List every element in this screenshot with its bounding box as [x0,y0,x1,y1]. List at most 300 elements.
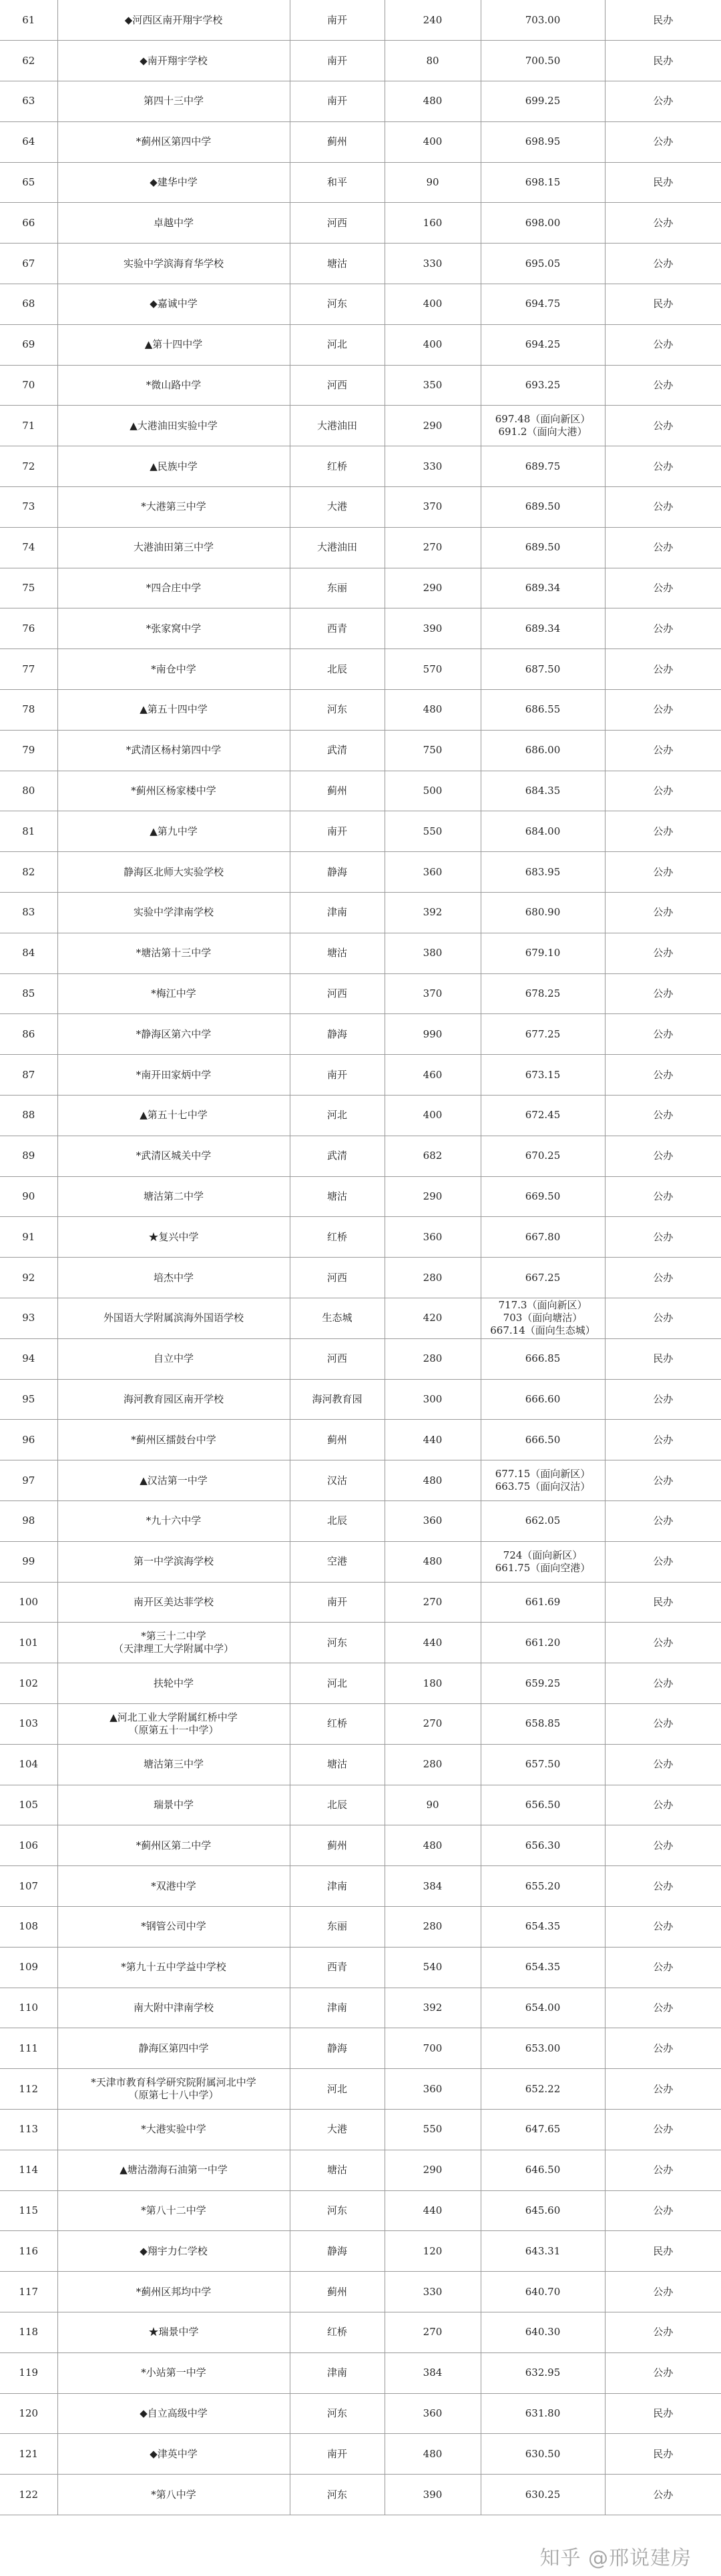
quota-cell: 360 [385,2393,481,2434]
score-cell: 680.90 [481,893,605,933]
district-cell: 河西 [290,1338,385,1379]
score-cell: 656.30 [481,1825,605,1866]
score-cell: 667.80 [481,1217,605,1258]
school-name-cell: *武清区城关中学 [57,1136,290,1176]
school-type-cell: 公办 [605,1744,721,1785]
table-row [0,1582,721,1623]
table-row [0,771,721,811]
score-cell: 654.35 [481,1906,605,1947]
score-cell: 694.75 [481,284,605,325]
school-name-cell: ★复兴中学 [57,1217,290,1258]
district-cell: 蓟州 [290,121,385,162]
score-cell: 699.25 [481,81,605,122]
quota-cell: 370 [385,487,481,528]
quota-cell: 480 [385,1541,481,1582]
school-name-cell: ◆翔宇力仁学校 [57,2231,290,2272]
quota-cell: 280 [385,1744,481,1785]
district-cell: 南开 [290,1582,385,1623]
school-type-cell: 公办 [605,2190,721,2231]
table-row [0,1500,721,1541]
quota-cell: 80 [385,41,481,81]
table-row [0,284,721,325]
table-row [0,811,721,852]
district-cell: 静海 [290,2231,385,2272]
quota-cell: 390 [385,2475,481,2515]
quota-cell: 480 [385,1460,481,1501]
quota-cell: 370 [385,973,481,1014]
quota-cell: 384 [385,2352,481,2393]
district-cell: 静海 [290,2028,385,2069]
rank-cell: 103 [0,1703,57,1744]
rank-cell: 109 [0,1947,57,1988]
table-row [0,1298,721,1339]
rank-cell: 70 [0,365,57,406]
school-type-cell: 公办 [605,1541,721,1582]
district-cell: 静海 [290,852,385,893]
rank-cell: 104 [0,1744,57,1785]
school-type-cell: 公办 [605,771,721,811]
quota-cell: 480 [385,81,481,122]
district-cell: 海河教育园 [290,1379,385,1420]
score-cell: 678.25 [481,973,605,1014]
score-cell: 670.25 [481,1136,605,1176]
table-row [0,1906,721,1947]
quota-cell: 280 [385,1906,481,1947]
rank-cell: 88 [0,1096,57,1136]
score-cell: 677.15（面向新区） 663.75（面向汉沽） [481,1460,605,1501]
table-row [0,121,721,162]
score-cell: 666.85 [481,1338,605,1379]
school-type-cell: 民办 [605,0,721,41]
district-cell: 津南 [290,893,385,933]
school-name-cell: 静海区第四中学 [57,2028,290,2069]
school-name-cell: 第一中学滨海学校 [57,1541,290,1582]
school-name-cell: *四合庄中学 [57,568,290,608]
score-cell: 656.50 [481,1785,605,1825]
school-type-cell: 公办 [605,690,721,731]
quota-cell: 90 [385,1785,481,1825]
district-cell: 武清 [290,730,385,771]
school-type-cell: 公办 [605,2028,721,2069]
school-name-cell: ▲第五十七中学 [57,1096,290,1136]
table-row [0,527,721,568]
rank-cell: 87 [0,1055,57,1096]
district-cell: 河西 [290,1258,385,1298]
school-type-cell: 公办 [605,1988,721,2028]
school-type-cell: 公办 [605,1217,721,1258]
school-name-cell: 第四十三中学 [57,81,290,122]
quota-cell: 480 [385,690,481,731]
table-row [0,649,721,690]
table-row [0,1541,721,1582]
score-cell: 643.31 [481,2231,605,2272]
district-cell: 大港油田 [290,527,385,568]
district-cell: 空港 [290,1541,385,1582]
district-cell: 南开 [290,1055,385,1096]
score-cell: 686.00 [481,730,605,771]
quota-cell: 380 [385,933,481,973]
rank-cell: 116 [0,2231,57,2272]
school-name-cell: ▲河北工业大学附属红桥中学 （原第五十一中学） [57,1703,290,1744]
quota-cell: 500 [385,771,481,811]
district-cell: 大港 [290,2109,385,2150]
quota-cell: 360 [385,2069,481,2110]
table-row [0,608,721,649]
school-type-cell: 民办 [605,1338,721,1379]
quota-cell: 480 [385,1825,481,1866]
school-name-cell: 海河教育园区南开学校 [57,1379,290,1420]
district-cell: 红桥 [290,2312,385,2352]
table-row [0,1663,721,1704]
score-cell: 689.50 [481,527,605,568]
rank-cell: 62 [0,41,57,81]
school-type-cell: 公办 [605,1096,721,1136]
rank-cell: 105 [0,1785,57,1825]
school-type-cell: 民办 [605,41,721,81]
district-cell: 河北 [290,1663,385,1704]
school-type-cell: 公办 [605,1663,721,1704]
table-row [0,1703,721,1744]
school-name-cell: *塘沽第十三中学 [57,933,290,973]
district-cell: 西青 [290,1947,385,1988]
quota-cell: 400 [385,324,481,365]
school-type-cell: 公办 [605,1825,721,1866]
table-row [0,244,721,284]
rank-cell: 93 [0,1298,57,1339]
score-cell: 657.50 [481,1744,605,1785]
quota-cell: 392 [385,893,481,933]
district-cell: 大港油田 [290,406,385,446]
rank-cell: 63 [0,81,57,122]
quota-cell: 460 [385,1055,481,1096]
quota-cell: 180 [385,1663,481,1704]
score-cell: 698.00 [481,203,605,244]
district-cell: 静海 [290,1014,385,1055]
score-cell: 666.60 [481,1379,605,1420]
rank-cell: 94 [0,1338,57,1379]
district-cell: 津南 [290,1866,385,1907]
table-row [0,1785,721,1825]
quota-cell: 270 [385,2312,481,2352]
table-row [0,0,721,41]
school-type-cell: 公办 [605,81,721,122]
score-cell: 684.35 [481,771,605,811]
district-cell: 生态城 [290,1298,385,1339]
district-cell: 蓟州 [290,771,385,811]
table-row [0,2434,721,2475]
rank-cell: 72 [0,446,57,487]
school-name-cell: *大港第三中学 [57,487,290,528]
score-cell: 687.50 [481,649,605,690]
table-row [0,1825,721,1866]
school-type-cell: 民办 [605,284,721,325]
rank-cell: 90 [0,1176,57,1217]
score-cell: 689.34 [481,608,605,649]
district-cell: 北辰 [290,649,385,690]
district-cell: 河西 [290,973,385,1014]
district-cell: 南开 [290,2434,385,2475]
school-type-cell: 公办 [605,1014,721,1055]
school-type-cell: 公办 [605,487,721,528]
school-name-cell: ▲大港油田实验中学 [57,406,290,446]
score-cell: 677.25 [481,1014,605,1055]
district-cell: 河北 [290,2069,385,2110]
table-row [0,933,721,973]
school-type-cell: 公办 [605,324,721,365]
school-type-cell: 公办 [605,446,721,487]
school-type-cell: 民办 [605,1582,721,1623]
quota-cell: 700 [385,2028,481,2069]
quota-cell: 350 [385,365,481,406]
school-name-cell: ◆河西区南开翔宇学校 [57,0,290,41]
rank-cell: 99 [0,1541,57,1582]
school-name-cell: 静海区北师大实验学校 [57,852,290,893]
school-type-cell: 公办 [605,1460,721,1501]
school-name-cell: *第三十二中学 （天津理工大学附属中学） [57,1623,290,1663]
score-cell: 653.00 [481,2028,605,2069]
table-row [0,2475,721,2515]
table-row [0,690,721,731]
score-cell: 654.00 [481,1988,605,2028]
school-name-cell: ◆建华中学 [57,162,290,203]
district-cell: 塘沽 [290,1744,385,1785]
school-name-cell: *武清区杨村第四中学 [57,730,290,771]
school-name-cell: ▲民族中学 [57,446,290,487]
district-cell: 东丽 [290,1906,385,1947]
rank-cell: 78 [0,690,57,731]
quota-cell: 290 [385,2150,481,2190]
school-type-cell: 公办 [605,1176,721,1217]
school-name-cell: 卓越中学 [57,203,290,244]
school-name-cell: ▲塘沽渤海石油第一中学 [57,2150,290,2190]
school-type-cell: 公办 [605,203,721,244]
district-cell: 蓟州 [290,1825,385,1866]
rank-cell: 66 [0,203,57,244]
table-row [0,446,721,487]
quota-cell: 682 [385,1136,481,1176]
district-cell: 和平 [290,162,385,203]
score-cell: 717.3（面向新区） 703（面向塘沽） 667.14（面向生态城） [481,1298,605,1339]
rank-cell: 84 [0,933,57,973]
score-cell: 667.25 [481,1258,605,1298]
school-type-cell: 公办 [605,2312,721,2352]
score-cell: 703.00 [481,0,605,41]
district-cell: 北辰 [290,1785,385,1825]
district-cell: 河东 [290,690,385,731]
table-row [0,973,721,1014]
rank-cell: 92 [0,1258,57,1298]
table-row [0,1866,721,1907]
school-type-cell: 公办 [605,568,721,608]
school-name-cell: *南仓中学 [57,649,290,690]
school-type-cell: 公办 [605,1420,721,1460]
school-name-cell: *大港实验中学 [57,2109,290,2150]
score-cell: 632.95 [481,2352,605,2393]
score-cell: 658.85 [481,1703,605,1744]
school-name-cell: *第九十五中学益中学校 [57,1947,290,1988]
quota-cell: 360 [385,1500,481,1541]
district-cell: 河东 [290,2190,385,2231]
rank-cell: 119 [0,2352,57,2393]
rank-cell: 73 [0,487,57,528]
district-cell: 塘沽 [290,2150,385,2190]
rank-cell: 98 [0,1500,57,1541]
district-cell: 津南 [290,1988,385,2028]
quota-cell: 270 [385,527,481,568]
rank-cell: 120 [0,2393,57,2434]
quota-cell: 392 [385,1988,481,2028]
school-name-cell: ◆南开翔宇学校 [57,41,290,81]
watermark: 知乎 @邢说建房 [539,2547,692,2570]
rank-cell: 82 [0,852,57,893]
score-cell: 662.05 [481,1500,605,1541]
school-name-cell: *第八十二中学 [57,2190,290,2231]
score-cell: 694.25 [481,324,605,365]
school-type-cell: 公办 [605,2069,721,2110]
rank-cell: 110 [0,1988,57,2028]
rank-cell: 111 [0,2028,57,2069]
table-row [0,893,721,933]
quota-cell: 990 [385,1014,481,1055]
school-type-cell: 公办 [605,527,721,568]
district-cell: 塘沽 [290,1176,385,1217]
rank-cell: 81 [0,811,57,852]
quota-cell: 290 [385,1176,481,1217]
score-cell: 673.15 [481,1055,605,1096]
table-row [0,1258,721,1298]
rank-cell: 91 [0,1217,57,1258]
quota-cell: 440 [385,1623,481,1663]
school-type-cell: 公办 [605,1866,721,1907]
school-type-cell: 民办 [605,162,721,203]
rank-cell: 113 [0,2109,57,2150]
score-cell: 652.22 [481,2069,605,2110]
score-cell: 686.55 [481,690,605,731]
school-name-cell: *蓟州区擂鼓台中学 [57,1420,290,1460]
district-cell: 南开 [290,41,385,81]
rank-cell: 77 [0,649,57,690]
school-type-cell: 公办 [605,649,721,690]
rank-cell: 112 [0,2069,57,2110]
quota-cell: 390 [385,608,481,649]
school-name-cell: 瑞景中学 [57,1785,290,1825]
table-row [0,2150,721,2190]
school-type-cell: 公办 [605,1298,721,1339]
rank-cell: 61 [0,0,57,41]
quota-cell: 440 [385,1420,481,1460]
score-cell: 666.50 [481,1420,605,1460]
quota-cell: 330 [385,446,481,487]
school-type-cell: 公办 [605,2109,721,2150]
score-cell: 689.50 [481,487,605,528]
school-type-cell: 公办 [605,893,721,933]
district-cell: 大港 [290,487,385,528]
rank-cell: 85 [0,973,57,1014]
school-type-cell: 公办 [605,1785,721,1825]
table-row [0,1096,721,1136]
score-cell: 655.20 [481,1866,605,1907]
score-cell: 679.10 [481,933,605,973]
school-name-cell: 实验中学津南学校 [57,893,290,933]
district-cell: 红桥 [290,1703,385,1744]
score-cell: 640.70 [481,2272,605,2312]
rank-cell: 106 [0,1825,57,1866]
rank-cell: 102 [0,1663,57,1704]
district-cell: 西青 [290,608,385,649]
table-row [0,41,721,81]
score-cell: 689.34 [481,568,605,608]
quota-cell: 90 [385,162,481,203]
school-name-cell: *第八中学 [57,2475,290,2515]
school-name-cell: 南开区美达菲学校 [57,1582,290,1623]
school-type-cell: 民办 [605,2393,721,2434]
table-row [0,1055,721,1096]
school-name-cell: *钢管公司中学 [57,1906,290,1947]
school-type-cell: 公办 [605,2272,721,2312]
table-row [0,1136,721,1176]
school-type-cell: 公办 [605,1703,721,1744]
score-cell: 659.25 [481,1663,605,1704]
rank-cell: 101 [0,1623,57,1663]
district-cell: 蓟州 [290,2272,385,2312]
school-type-cell: 公办 [605,2475,721,2515]
rank-cell: 68 [0,284,57,325]
score-cell: 654.35 [481,1947,605,1988]
quota-cell: 290 [385,406,481,446]
school-name-cell: *静海区第六中学 [57,1014,290,1055]
score-cell: 647.65 [481,2109,605,2150]
rank-cell: 75 [0,568,57,608]
school-name-cell: *蓟州区邦均中学 [57,2272,290,2312]
district-cell: 北辰 [290,1500,385,1541]
score-cell: 724（面向新区） 661.75（面向空港） [481,1541,605,1582]
score-cell: 640.30 [481,2312,605,2352]
school-type-cell: 公办 [605,608,721,649]
school-type-cell: 民办 [605,2434,721,2475]
district-cell: 河西 [290,365,385,406]
school-type-cell: 公办 [605,1379,721,1420]
school-name-cell: 扶轮中学 [57,1663,290,1704]
score-cell: 672.45 [481,1096,605,1136]
school-name-cell: 塘沽第二中学 [57,1176,290,1217]
quota-cell: 550 [385,811,481,852]
district-cell: 河东 [290,2393,385,2434]
school-name-cell: 塘沽第三中学 [57,1744,290,1785]
table-row [0,1623,721,1663]
school-type-cell: 公办 [605,244,721,284]
school-type-cell: 公办 [605,1258,721,1298]
school-name-cell: ◆自立高级中学 [57,2393,290,2434]
score-cell: 630.50 [481,2434,605,2475]
district-cell: 蓟州 [290,1420,385,1460]
table-row [0,1988,721,2028]
school-name-cell: *南开田家炳中学 [57,1055,290,1096]
school-type-cell: 公办 [605,811,721,852]
school-name-cell: 外国语大学附属滨海外国语学校 [57,1298,290,1339]
district-cell: 河北 [290,324,385,365]
district-cell: 塘沽 [290,933,385,973]
quota-cell: 384 [385,1866,481,1907]
school-type-cell: 公办 [605,121,721,162]
school-name-cell: *小站第一中学 [57,2352,290,2393]
district-cell: 南开 [290,0,385,41]
table-row [0,1176,721,1217]
school-name-cell: *微山路中学 [57,365,290,406]
school-type-cell: 公办 [605,1500,721,1541]
district-cell: 河西 [290,203,385,244]
score-cell: 630.25 [481,2475,605,2515]
school-name-cell: *蓟州区第四中学 [57,121,290,162]
